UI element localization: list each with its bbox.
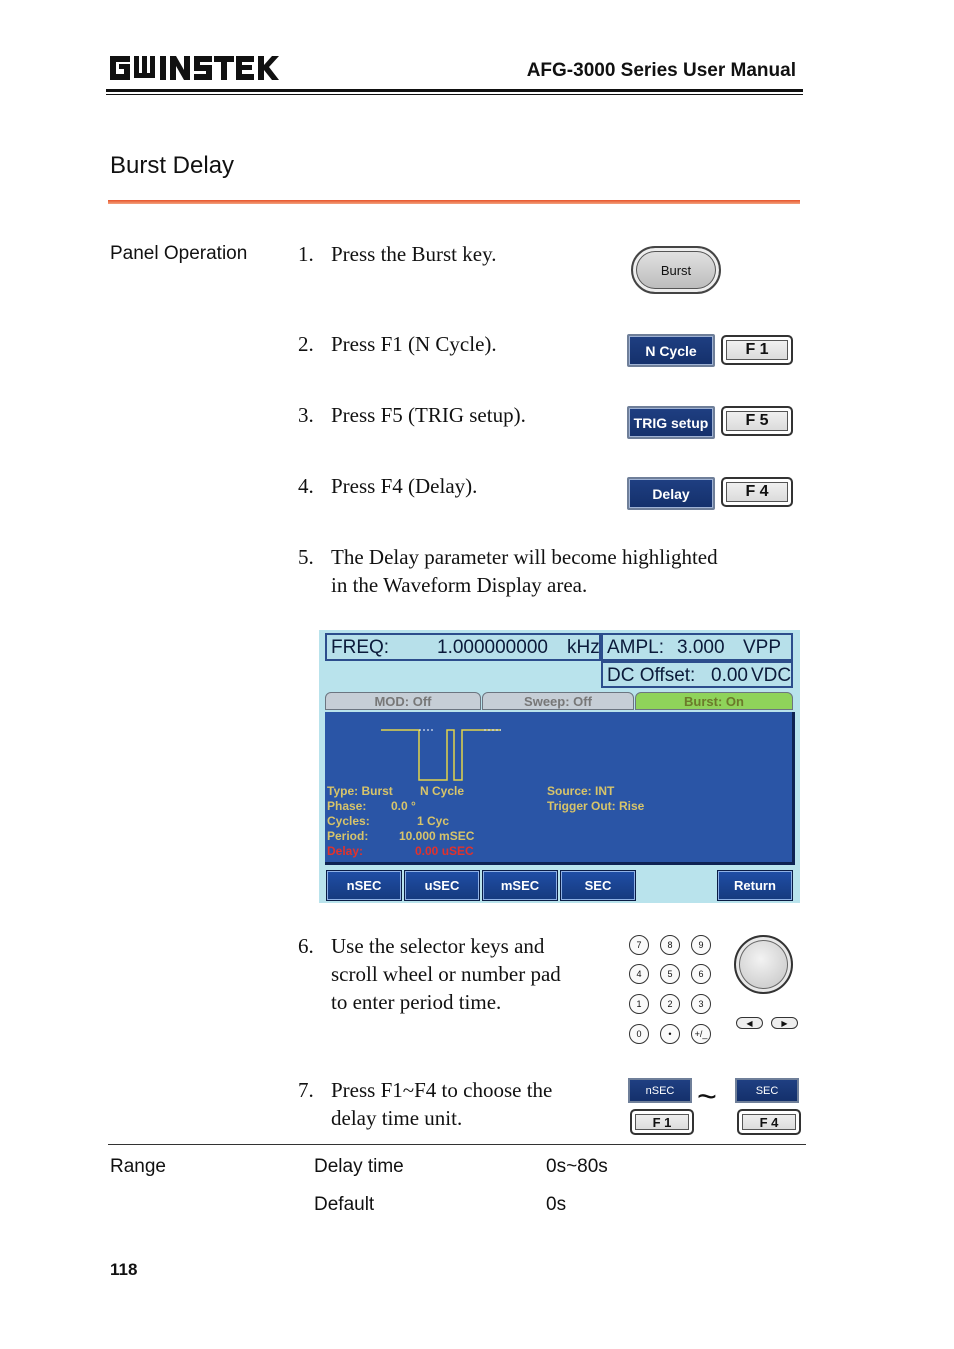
page-number: 118	[110, 1260, 138, 1279]
dc-value: 0.00	[711, 665, 748, 686]
step-text: Press F1 (N Cycle).	[331, 332, 497, 356]
numpad-key-7: 7	[629, 935, 649, 955]
section-title: Burst Delay	[110, 152, 235, 179]
numpad-key-plusminus: +/_	[691, 1024, 711, 1044]
range-delay-time-label: Delay time	[314, 1156, 404, 1177]
step-text-line2: in the Waveform Display area.	[331, 573, 588, 597]
numpad-key-1: 1	[629, 994, 649, 1014]
trig-setup-softkey: TRIG setup	[627, 406, 715, 439]
numpad-key-dot: •	[660, 1024, 680, 1044]
step-text-line1: Use the selector keys and	[331, 934, 545, 958]
dc-unit: VDC	[751, 665, 792, 686]
scroll-wheel-icon	[734, 935, 793, 994]
freq-unit: kHz	[567, 637, 600, 658]
softkey-return: Return	[717, 870, 793, 901]
ampl-label: AMPL:	[607, 637, 665, 658]
freq-field	[325, 633, 601, 661]
step-text: Press the Burst key.	[331, 242, 497, 266]
info-trigger-out: Trigger Out: Rise	[547, 799, 645, 813]
gw-instek-logo	[108, 52, 280, 84]
info-delay-label: Delay:	[327, 844, 364, 858]
range-divider	[108, 1144, 806, 1145]
header-rule-thin	[106, 94, 803, 95]
mode-tabs	[325, 692, 795, 710]
step-text: Press F5 (TRIG setup).	[331, 403, 526, 427]
step-number: 7.	[298, 1078, 314, 1102]
step-number: 4.	[298, 474, 314, 498]
step-text-line1: The Delay parameter will become highlighted	[331, 545, 718, 569]
softkey-msec: mSEC	[482, 870, 558, 901]
f1-key: F 1	[721, 335, 793, 365]
ampl-unit: VPP	[743, 637, 782, 658]
range-default-label: Default	[314, 1194, 375, 1215]
step-number: 3.	[298, 403, 314, 427]
burst-key: Burst	[631, 246, 721, 294]
dc-offset-field	[601, 661, 793, 688]
ampl-field	[601, 633, 793, 661]
section-rule	[108, 200, 800, 204]
info-cycles-label: Cycles:	[327, 814, 370, 828]
range-delay-time-value: 0s~80s	[546, 1156, 608, 1177]
step-text-line2: scroll wheel or number pad	[331, 962, 561, 986]
dc-label: DC Offset:	[607, 665, 696, 686]
right-arrow-key-icon: ▶	[771, 1017, 798, 1029]
step-number: 5.	[298, 545, 314, 569]
step-text-line2: delay time unit.	[331, 1106, 463, 1130]
step-text: Press F4 (Delay).	[331, 474, 478, 498]
range-label: Range	[110, 1156, 166, 1177]
info-period-label: Period:	[327, 829, 369, 843]
numpad-key-4: 4	[629, 964, 649, 984]
tab-burst: Burst: On	[635, 692, 793, 710]
info-source: Source: INT	[547, 784, 615, 798]
nsec-softkey: nSEC	[628, 1078, 692, 1103]
info-period-value: 10.000 mSEC	[399, 829, 475, 843]
sec-softkey: SEC	[735, 1078, 799, 1103]
freq-value: 1.000000000	[437, 637, 548, 658]
softkey-usec: uSEC	[404, 870, 480, 901]
delay-softkey: Delay	[627, 477, 715, 510]
waveform-area	[325, 712, 795, 865]
range-tilde: ~	[697, 1078, 717, 1116]
info-type-label: Type: Burst	[327, 784, 393, 798]
info-phase-value: 0.0 °	[391, 799, 416, 813]
numpad-key-3: 3	[691, 994, 711, 1014]
f4-key-small: F 4	[737, 1109, 801, 1135]
numpad-key-8: 8	[660, 935, 680, 955]
step-number: 6.	[298, 934, 314, 958]
numpad-key-5: 5	[660, 964, 680, 984]
step-text-line3: to enter period time.	[331, 990, 502, 1014]
step-number: 2.	[298, 332, 314, 356]
numpad-key-6: 6	[691, 964, 711, 984]
ampl-value: 3.000	[677, 637, 725, 658]
ncycle-softkey: N Cycle	[627, 334, 715, 367]
f5-key: F 5	[721, 406, 793, 436]
manual-title: AFG-3000 Series User Manual	[526, 60, 796, 81]
f4-key: F 4	[721, 477, 793, 507]
left-arrow-key-icon: ◀	[736, 1017, 763, 1029]
range-default-value: 0s	[546, 1194, 567, 1215]
softkey-nsec: nSEC	[326, 870, 402, 901]
step-number: 1.	[298, 242, 314, 266]
freq-label: FREQ:	[331, 637, 390, 658]
tab-mod: MOD: Off	[325, 692, 481, 710]
tab-sweep: Sweep: Off	[482, 692, 634, 710]
waveform-display	[319, 630, 800, 903]
numpad-key-0: 0	[629, 1024, 649, 1044]
numpad-key-2: 2	[660, 994, 680, 1014]
info-type-value: N Cycle	[420, 784, 465, 798]
softkey-sec: SEC	[560, 870, 636, 901]
f1-key-small: F 1	[630, 1109, 694, 1135]
header-rule	[106, 89, 803, 92]
info-phase-label: Phase:	[327, 799, 367, 813]
info-cycles-value: 1 Cyc	[417, 814, 450, 828]
panel-operation-label: Panel Operation	[110, 243, 248, 264]
numpad-key-9: 9	[691, 935, 711, 955]
step-text-line1: Press F1~F4 to choose the	[331, 1078, 553, 1102]
info-delay-value: 0.00 uSEC	[415, 844, 474, 858]
